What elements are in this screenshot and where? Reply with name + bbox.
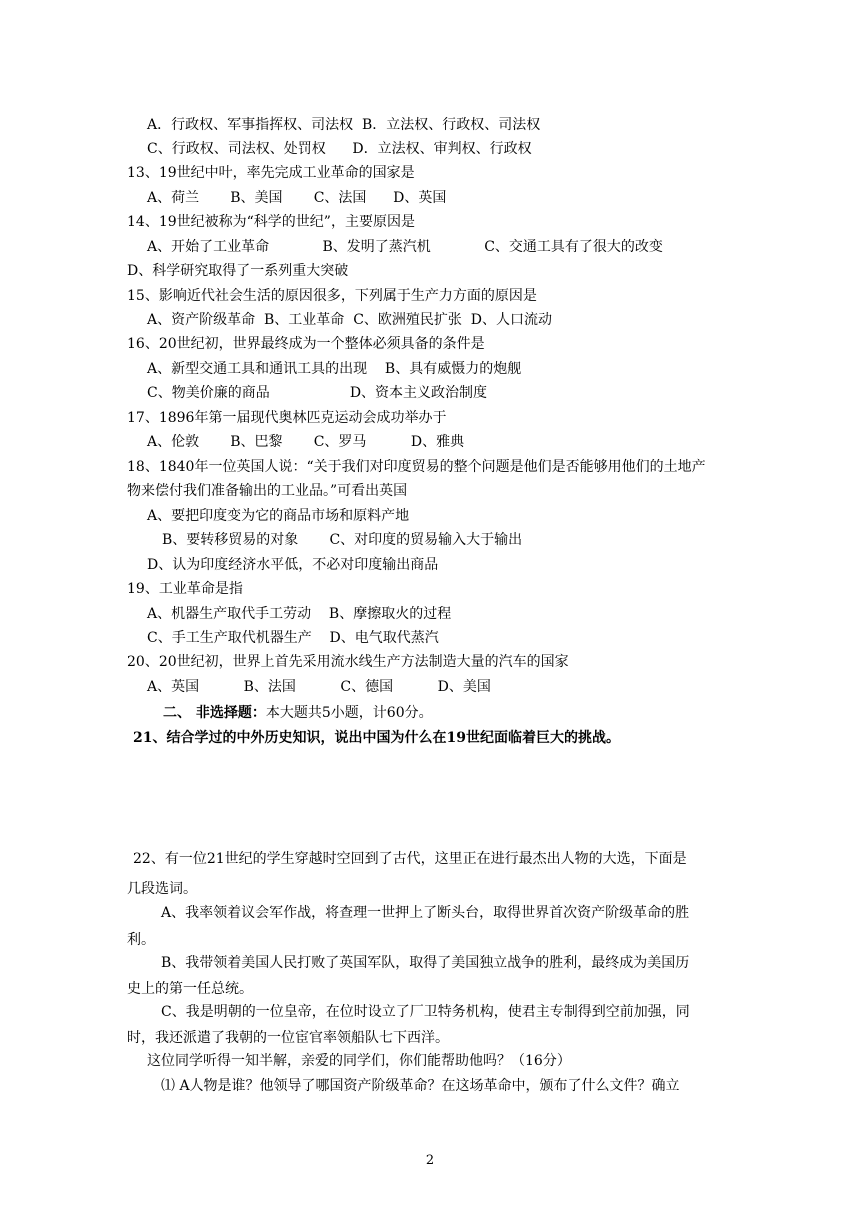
q19-options-line-2: C、手工生产取代机器生产 D、电气取代蒸汽 [147, 630, 439, 646]
q22-sub-question-1: ⑴ A人物是谁？他领导了哪国资产阶级革命？在这场革命中，颁布了什么文件？确立 [161, 1078, 680, 1094]
q16-options-line-2: C、物美价廉的商品 D、资本主义政治制度 [147, 385, 488, 401]
page-number: 2 [425, 1153, 435, 1168]
question-17: 17、1896年第一届现代奥林匹克运动会成功举办于 [127, 410, 447, 426]
q15-options: A、资产阶级革命 B、工业革命 C、欧洲殖民扩张 D、人口流动 [147, 312, 553, 328]
q22-passage-c-line-2: 时，我还派遣了我朝的一位宦官率领船队七下西洋。 [127, 1030, 449, 1046]
q22-passage-a-line-1: A、我率领着议会军作战，将查理一世押上了断头台，取得世界首次资产阶级革命的胜 [161, 905, 690, 921]
q22-passage-b-line-1: B、我带领着美国人民打败了英国军队，取得了美国独立战争的胜利，最终成为美国历 [161, 955, 690, 971]
question-14: 14、19世纪被称为“科学的世纪”，主要原因是 [127, 214, 415, 230]
section-2-heading [163, 703, 433, 723]
question-20: 20、20世纪初，世界上首先采用流水线生产方法制造大量的汽车的国家 [127, 654, 569, 670]
q18-option-d: D、认为印度经济水平低，不必对印度输出商品 [147, 557, 439, 573]
q19-options-line-1: A、机器生产取代手工劳动 B、摩擦取火的过程 [147, 606, 452, 622]
section-2-title: 二、 非选择题： [163, 705, 266, 721]
q17-options: A、伦敦 B、巴黎 C、罗马 D、雅典 [147, 434, 465, 450]
q13-options: A、荷兰 B、美国 C、法国 D、英国 [147, 190, 447, 206]
q22-passage-b-line-2: 史上的第一任总统。 [127, 981, 253, 997]
question-16: 16、20世纪初，世界最终成为一个整体必须具备的条件是 [127, 336, 485, 352]
question-21: 21、结合学过的中外历史知识，说出中国为什么在19世纪面临着巨大的挑战。 [133, 730, 620, 746]
question-22-line-2: 几段选词。 [127, 881, 197, 897]
section-2-description: 本大题共5小题，计60分。 [265, 705, 433, 721]
question-18-line-2: 物来偿付我们准备输出的工业品。”可看出英国 [127, 483, 408, 499]
question-19: 19、工业革命是指 [127, 581, 243, 597]
q18-options-b-c: B、要转移贸易的对象 C、对印度的贸易输入大于输出 [162, 532, 523, 548]
question-13: 13、19世纪中叶，率先完成工业革命的国家是 [127, 165, 415, 181]
q14-options-line-2: D、科学研究取得了一系列重大突破 [127, 263, 349, 279]
q12-options-line-2: C、行政权、司法权、处罚权 D．立法权、审判权、行政权 [147, 141, 532, 157]
question-22-line-1: 22、有一位21世纪的学生穿越时空回到了古代，这里正在进行最杰出人物的大选，下面是 [133, 851, 687, 867]
q22-prompt: 这位同学听得一知半解，亲爱的同学们，你们能帮助他吗？（16分） [147, 1053, 571, 1069]
question-15: 15、影响近代社会生活的原因很多，下列属于生产力方面的原因是 [127, 288, 537, 304]
q16-options-line-1: A、新型交通工具和通讯工具的出现 B、具有威慑力的炮舰 [147, 361, 522, 377]
q22-passage-c-line-1: C、我是明朝的一位皇帝，在位时设立了厂卫特务机构，使君主专制得到空前加强，同 [161, 1004, 690, 1020]
q18-option-a: A、要把印度变为它的商品市场和原料产地 [147, 508, 410, 524]
q14-options-line-1: A、开始了工业革命 B、发明了蒸汽机 C、交通工具有了很大的改变 [147, 239, 663, 255]
q12-options-line-1: A．行政权、军事指挥权、司法权 B．立法权、行政权、司法权 [147, 117, 541, 133]
question-18-line-1: 18、1840年一位英国人说：“关于我们对印度贸易的整个问题是他们是否能够用他们的土地产 [127, 459, 706, 475]
q22-passage-a-line-2: 利。 [127, 932, 155, 948]
q20-options: A、英国 B、法国 C、德国 D、美国 [147, 679, 491, 695]
